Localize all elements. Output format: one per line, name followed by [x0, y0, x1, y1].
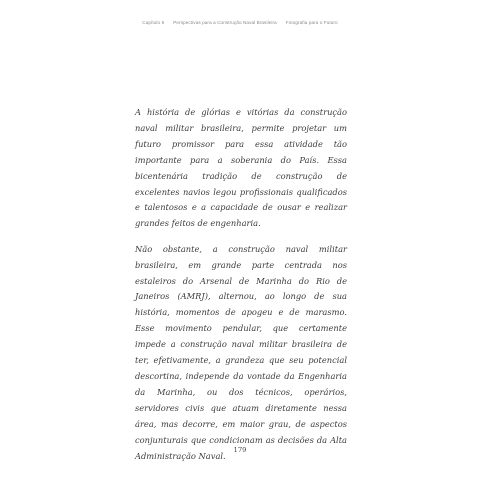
- running-header: [0, 20, 480, 25]
- header-chapter: Capítulo 6: [142, 20, 165, 25]
- header-part: Fotografia para o Futuro: [285, 20, 338, 25]
- header-section: Perspectivas para a Construção Naval Brasileira: [173, 20, 277, 25]
- body-text: [135, 105, 347, 474]
- paragraph: Não obstante, a construção naval militar brasileira, em grande parte centrada nos estaleiros do Arsenal de Marinha do Rio de Janeiros (AMRJ), alternou, ao longo de sua história, momentos de apogeu e de marasmo. Esse movimento pendular, que certamente impede a construção naval militar brasileira de ter, efetivamente, a grandeza que seu potencial descortina, independe da vontade da Engenharia da Marinha, ou dos técnicos, operários, servidores civis que atuam diretamente nessa área, mas decorre, em maior grau, de aspectos conjunturais que condicionam as decisões da Alta Administração Naval.: [135, 243, 347, 461]
- page-number: 179: [233, 446, 247, 454]
- paragraph: A história de glórias e vitórias da construção naval militar brasileira, permite projetar um futuro promissor para essa atividade tão importante para a soberania do País. Essa bicentenária tradição de construção de excelentes navios legou profissionais qualificados e talentosos e a capacidade de ousar e realizar grandes feitos de engenharia.: [135, 107, 347, 229]
